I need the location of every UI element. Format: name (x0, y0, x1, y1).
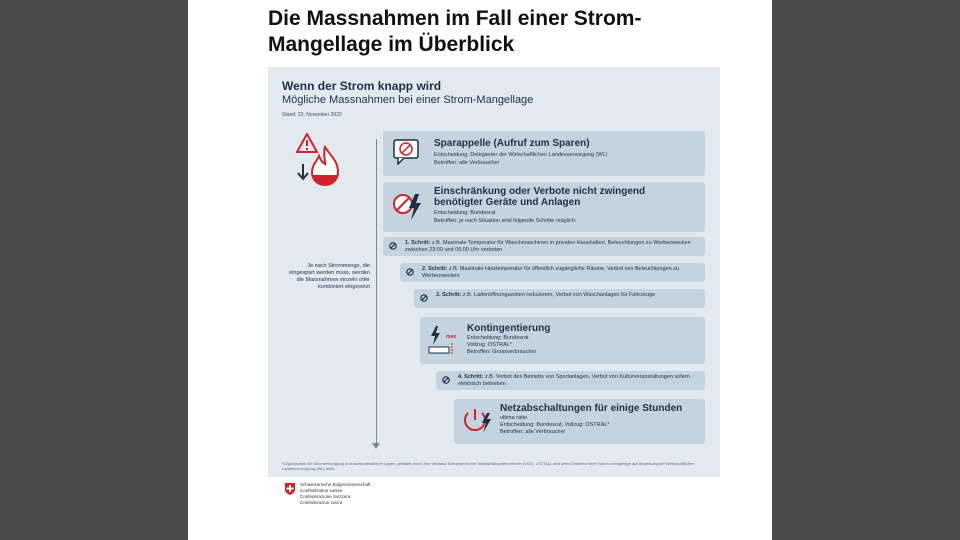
step-label: 2. Schritt: (422, 266, 448, 272)
timeline-line (376, 139, 377, 447)
quota-meter-icon (428, 325, 460, 355)
footer-line: Confederaziun svizra (300, 500, 343, 505)
step-item (400, 263, 705, 282)
step-item (414, 289, 705, 308)
prohibition-icon (406, 268, 414, 276)
footnote: *Organisation für Stromversorgung in ausserordentlichen Lagen, gebildet durch den Verband Schweizerischer Elektrizitätsunternehmen (VSE). OSTRAL wird beim Eintreten einer Strom-mangellage auf Anweisung der Wirtschaftlichen Landesversorgung (WL) aktiv. (282, 461, 695, 471)
measure-title: Sparappelle (Aufruf zum Sparen) (434, 138, 590, 149)
prohibition-icon (442, 376, 450, 384)
infographic-title: Wenn der Strom knapp wird (282, 79, 442, 93)
measure-netzabschaltungen (454, 399, 705, 444)
prohibition-icon (389, 242, 397, 250)
timeline-arrowhead (372, 443, 380, 449)
document-page (188, 0, 772, 540)
footer-line: Schweizerische Eidgenossenschaft (300, 482, 371, 487)
measure-sparappelle (383, 131, 705, 176)
measure-decision: Entscheidung: Bundesrat (434, 210, 496, 216)
infographic-date: Stand: 23. November 2022 (282, 112, 342, 118)
measure-title: Einschränkung oder Verbote nicht zwingend benötigter Geräte und Anlagen (434, 186, 646, 208)
footer-line: Confédération suisse (300, 488, 343, 493)
step-item (436, 371, 705, 390)
measure-affected: Betroffen: Grossverbraucher (467, 349, 537, 355)
arrow-down-icon (296, 163, 310, 181)
power-bolt-icon (462, 407, 492, 435)
measure-kontingentierung (420, 317, 705, 364)
measure-affected: Betroffen: je nach Situation sind folgende Schritte möglich: (434, 218, 577, 224)
prohibition-icon (420, 294, 428, 302)
measure-affected: Betroffen: alle Verbraucher (500, 429, 566, 435)
step-text: z.B. Verbot des Betriebs von Sportanlagen, Verbot von Kulturveranstaltungen sofern elektrisch betrieben (458, 374, 690, 387)
measure-decision: Entscheidung: Bundesrat (467, 335, 529, 341)
step-label: 4. Schritt: (458, 374, 484, 380)
max-label: max (446, 334, 457, 340)
step-text: z.B. Maximale Heiztemperatur für öffentlich zugängliche Räume, Verbot von Beleuchtungen zu Werbezwecken (422, 266, 680, 279)
prohibition-bolt-icon (391, 190, 423, 222)
measure-execution: Vollzug: OSTRAL* (467, 342, 512, 348)
step-label: 1. Schritt: (405, 240, 431, 246)
step-label: 3. Schritt: (436, 292, 462, 298)
step-text: z.B. Maximale Temperatur für Waschmaschinen in privaten Haushalten, Beleuchtungen zu Werbezwecken zwischen 23:00 und 05:00 Uhr verboten (405, 240, 691, 253)
measure-title: Netzabschaltungen für einige Stunden (500, 403, 683, 414)
step-item (383, 237, 705, 256)
speech-bubble-bolt-icon (393, 139, 419, 165)
infographic (268, 67, 720, 477)
footer-line: Confederazione Svizzera (300, 494, 351, 499)
side-note: Je nach Strommenge, die eingespart werden muss, werden die Massnahmen einzeln oder kombiniert eingesetzt (288, 263, 370, 290)
measure-title: Kontingentierung (467, 323, 551, 334)
measure-decision: Entscheidung: Delegierter der Wirtschaftlichen Landesversorgung (WL) (434, 152, 608, 158)
infographic-subtitle: Mögliche Massnahmen bei einer Strom-Mangellage (282, 94, 534, 106)
footer-lines (300, 482, 440, 506)
measure-note: ultima ratio (500, 415, 527, 421)
measure-decision: Entscheidung: Bundesrat, Vollzug: OSTRAL* (500, 422, 610, 428)
step-text: z.B. Ladenöffnungszeiten reduzieren, Verbot von Waschanlagen für Fahrzeuge (462, 292, 656, 298)
measure-affected: Betroffen: alle Verbraucher (434, 160, 500, 166)
flame-icon (308, 145, 342, 187)
page-title: Die Massnahmen im Fall einer Strom-Mangellage im Überblick (268, 7, 642, 56)
swiss-cross-icon (284, 482, 296, 496)
measure-einschraenkung (383, 182, 705, 232)
